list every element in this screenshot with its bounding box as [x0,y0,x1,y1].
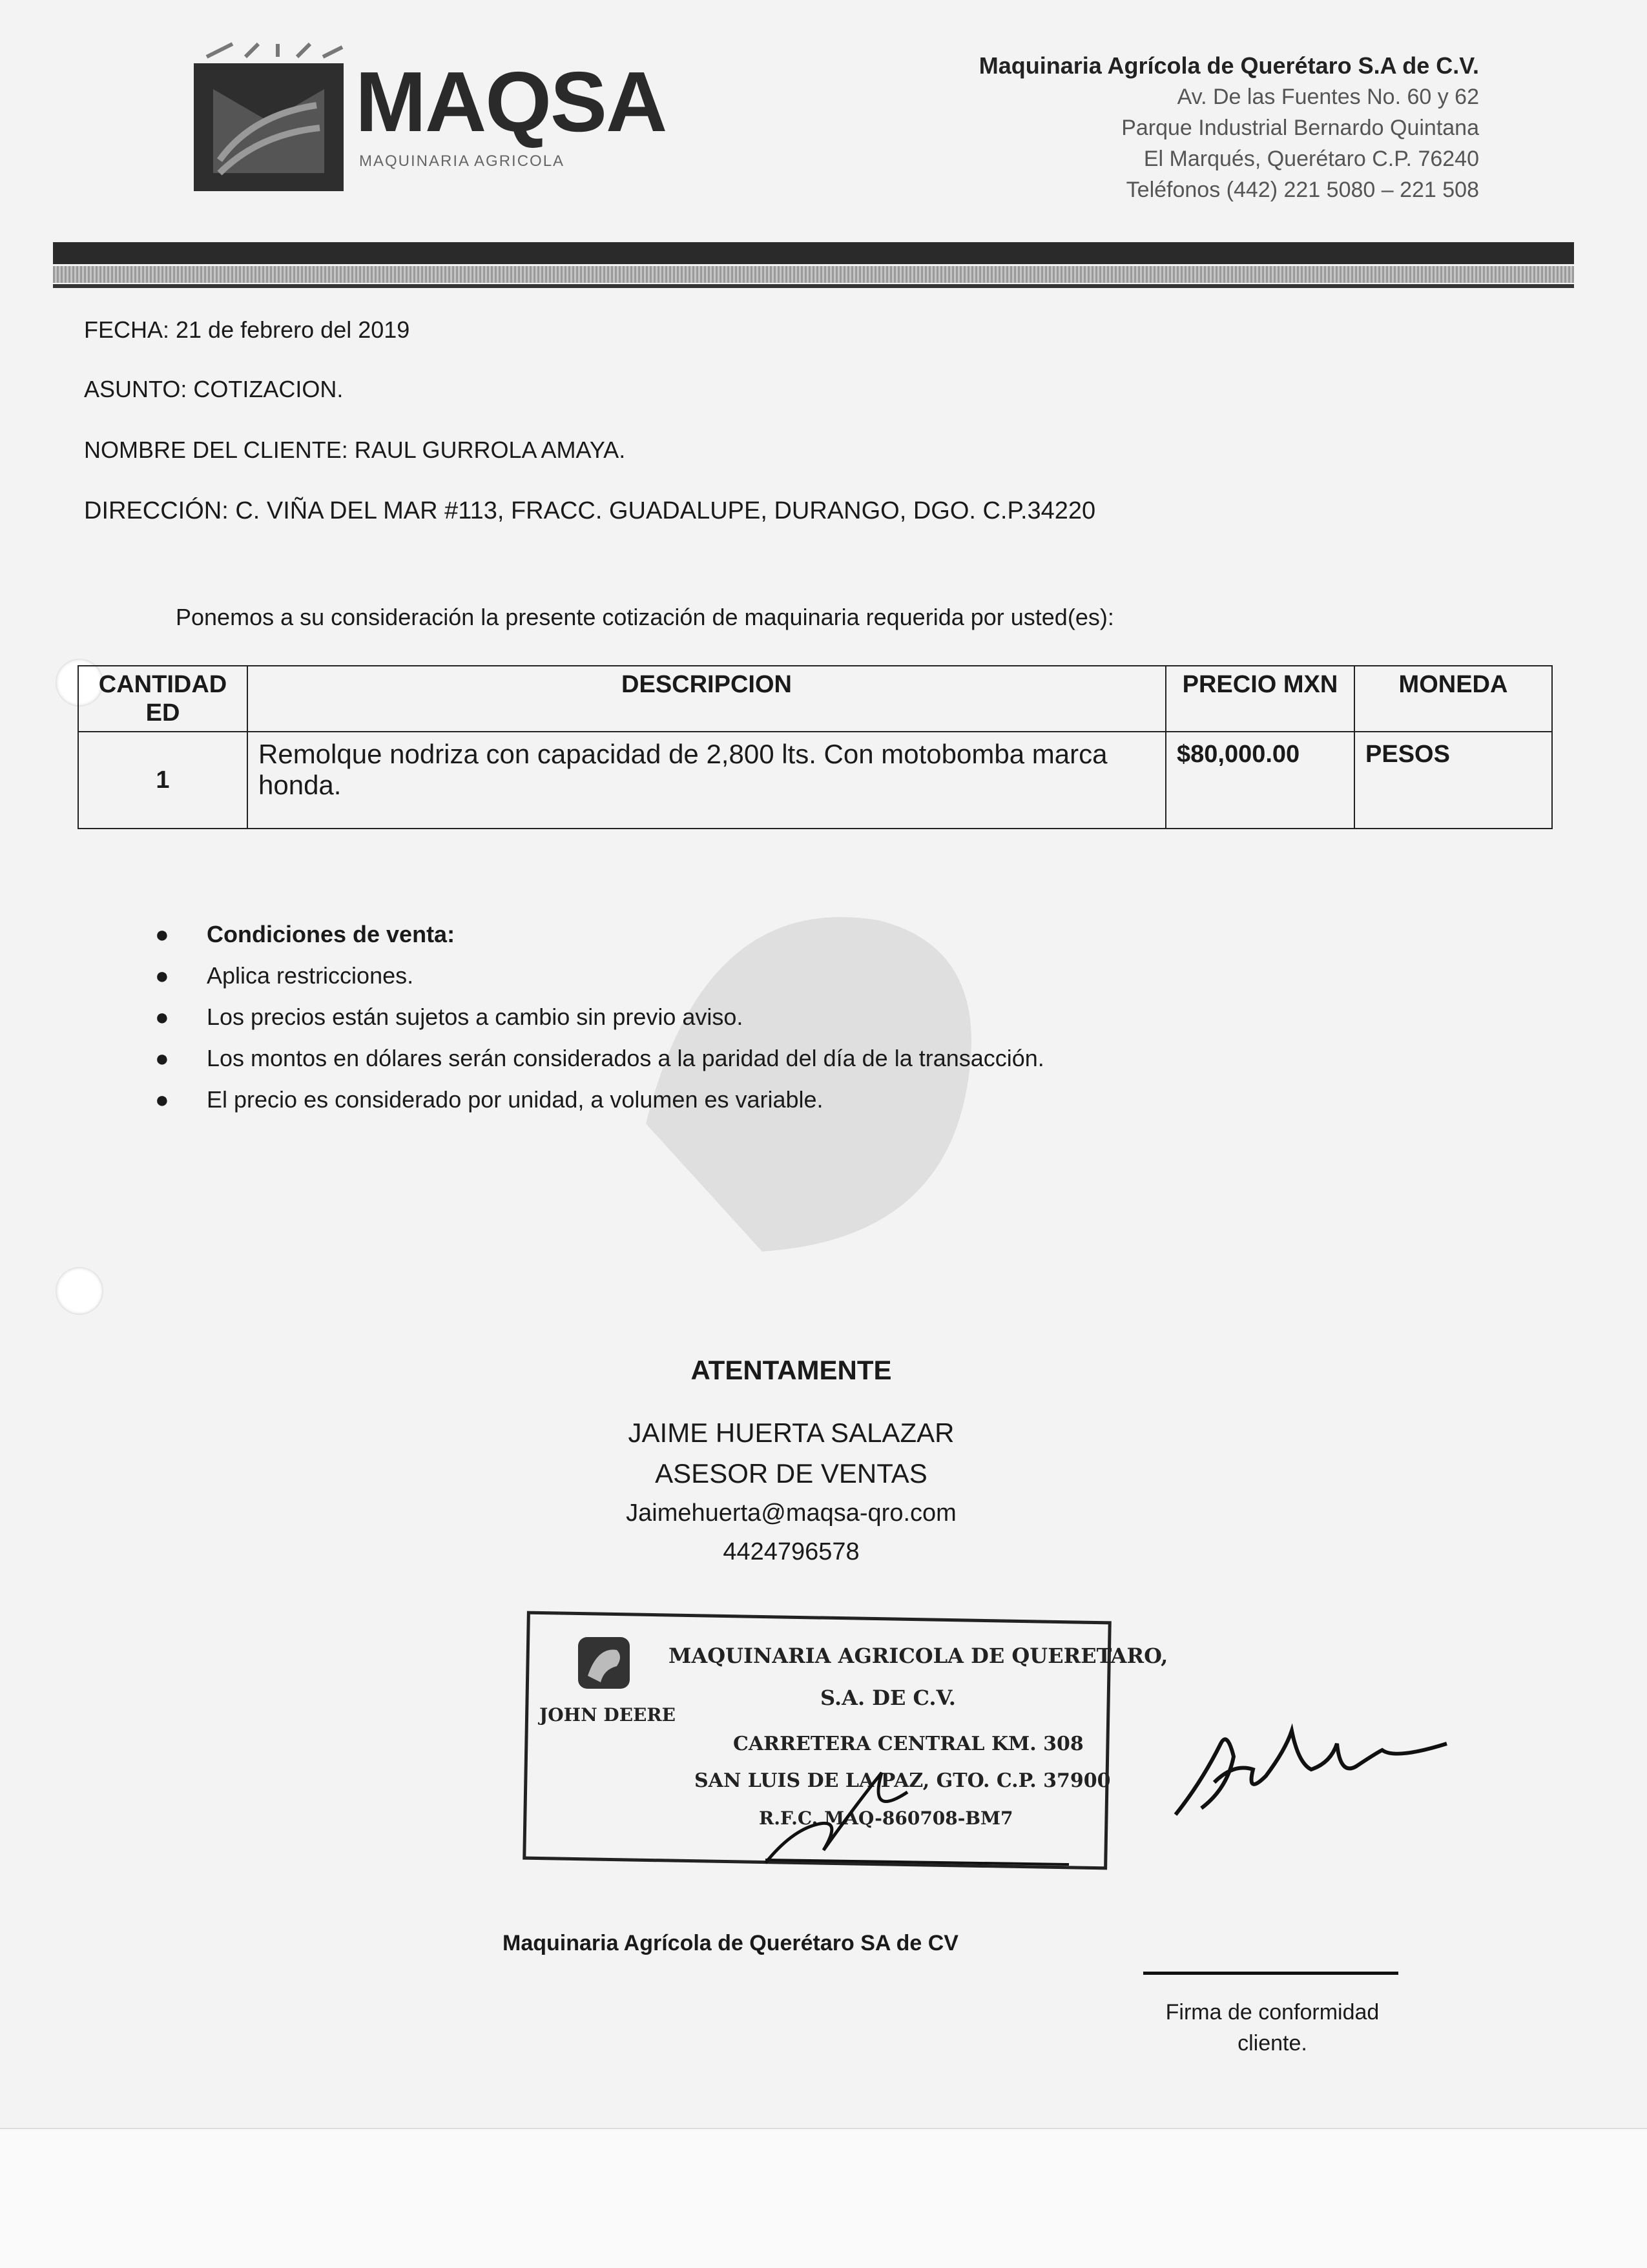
header-divider [53,284,1574,288]
header-moneda: MONEDA [1354,666,1552,732]
condition-text: El precio es considerado por unidad, a volumen es variable. [207,1086,824,1113]
list-item [155,914,1044,955]
signer-phone: 4424796578 [723,1538,860,1565]
footer-company: Maquinaria Agrícola de Querétaro SA de CV [502,1931,958,1955]
stamp-line-2: S.A. DE C.V. [820,1686,956,1710]
header-bar [53,242,1574,264]
cell-descripcion: Remolque nodriza con capacidad de 2,800 lts. Con motobomba marca honda. [247,732,1166,829]
condition-text: Los precios están sujetos a cambio sin previo aviso. [207,1004,743,1030]
condition-text: Los montos en dólares serán considerados a la paridad del día de la transacción. [207,1045,1044,1071]
table-row [78,732,1552,829]
stamp-line-5: R.F.C. MAQ-860708-BM7 [759,1808,1013,1829]
john-deere-logo-icon [578,1637,630,1689]
logo-subtitle: MAQUINARIA AGRICOLA [359,152,565,170]
bullet-icon: ● [155,1045,169,1071]
signer-name: JAIME HUERTA SALAZAR [628,1418,955,1448]
signature-label-line: cliente. [1238,2031,1307,2056]
signature-line [1143,1972,1398,1975]
signature-label [1124,1997,1421,2059]
stamp-line-3: CARRETERA CENTRAL KM. 308 [733,1733,1084,1755]
address-line: Teléfonos (442) 221 5080 – 221 508 [1126,178,1479,202]
bullet-icon: ● [155,1086,169,1113]
page-bottom-edge [0,2128,1647,2268]
maqsa-logo-icon [194,44,344,191]
header-cantidad: CANTIDAD ED [78,666,247,732]
signer-email: Jaimehuerta@maqsa-qro.com [626,1500,957,1527]
stamp-brand: JOHN DEERE [539,1704,676,1726]
bullet-icon: ● [155,962,169,989]
header-bar-texture [53,266,1574,283]
list-item [155,1079,1044,1120]
condition-text: Aplica restricciones. [207,962,414,989]
header-descripcion: DESCRIPCION [247,666,1166,732]
address-line: El Marqués, Querétaro C.P. 76240 [1143,147,1479,171]
address-line: Av. De las Fuentes No. 60 y 62 [1177,85,1479,109]
stamp-line-1: MAQUINARIA AGRICOLA DE QUERETARO, [668,1644,1168,1668]
conditions-title: Condiciones de venta: [207,921,455,947]
cell-precio: $80,000.00 [1166,732,1354,829]
cell-cantidad: 1 [78,732,247,829]
list-item [155,1038,1044,1079]
bullet-icon: ● [155,921,169,947]
header-precio: PRECIO MXN [1166,666,1354,732]
cell-moneda: PESOS [1354,732,1552,829]
list-item [155,996,1044,1038]
client-signature [1163,1705,1460,1834]
company-address-block [979,50,1479,205]
company-name: Maquinaria Agrícola de Querétaro S.A de C.V. [979,52,1479,79]
list-item [155,955,1044,996]
stamp-line-4: SAN LUIS DE LA PAZ, GTO. C.P. 37900 [694,1769,1111,1792]
quote-table [78,665,1553,829]
company-stamp [520,1611,1168,1870]
field-fecha: FECHA: 21 de febrero del 2019 [84,316,410,343]
address-line: Parque Industrial Bernardo Quintana [1121,116,1479,140]
field-asunto: ASUNTO: COTIZACION. [84,376,344,402]
signature-label-line: Firma de conformidad [1165,2000,1380,2025]
field-cliente: NOMBRE DEL CLIENTE: RAUL GURROLA AMAYA. [84,437,626,463]
signer-role: ASESOR DE VENTAS [655,1458,927,1489]
conditions-list [155,914,1044,1120]
field-direccion: DIRECCIÓN: C. VIÑA DEL MAR #113, FRACC. GUADALUPE, DURANGO, DGO. C.P.34220 [84,497,1096,524]
bullet-icon: ● [155,1004,169,1030]
table-header-row [78,666,1552,732]
logo-wordmark: MAQSA [355,54,667,149]
intro-text: Ponemos a su consideración la presente cotización de maquinaria requerida por usted(es): [176,604,1114,630]
punch-hole-middle [56,1267,103,1315]
closing-text: ATENTAMENTE [690,1355,892,1385]
